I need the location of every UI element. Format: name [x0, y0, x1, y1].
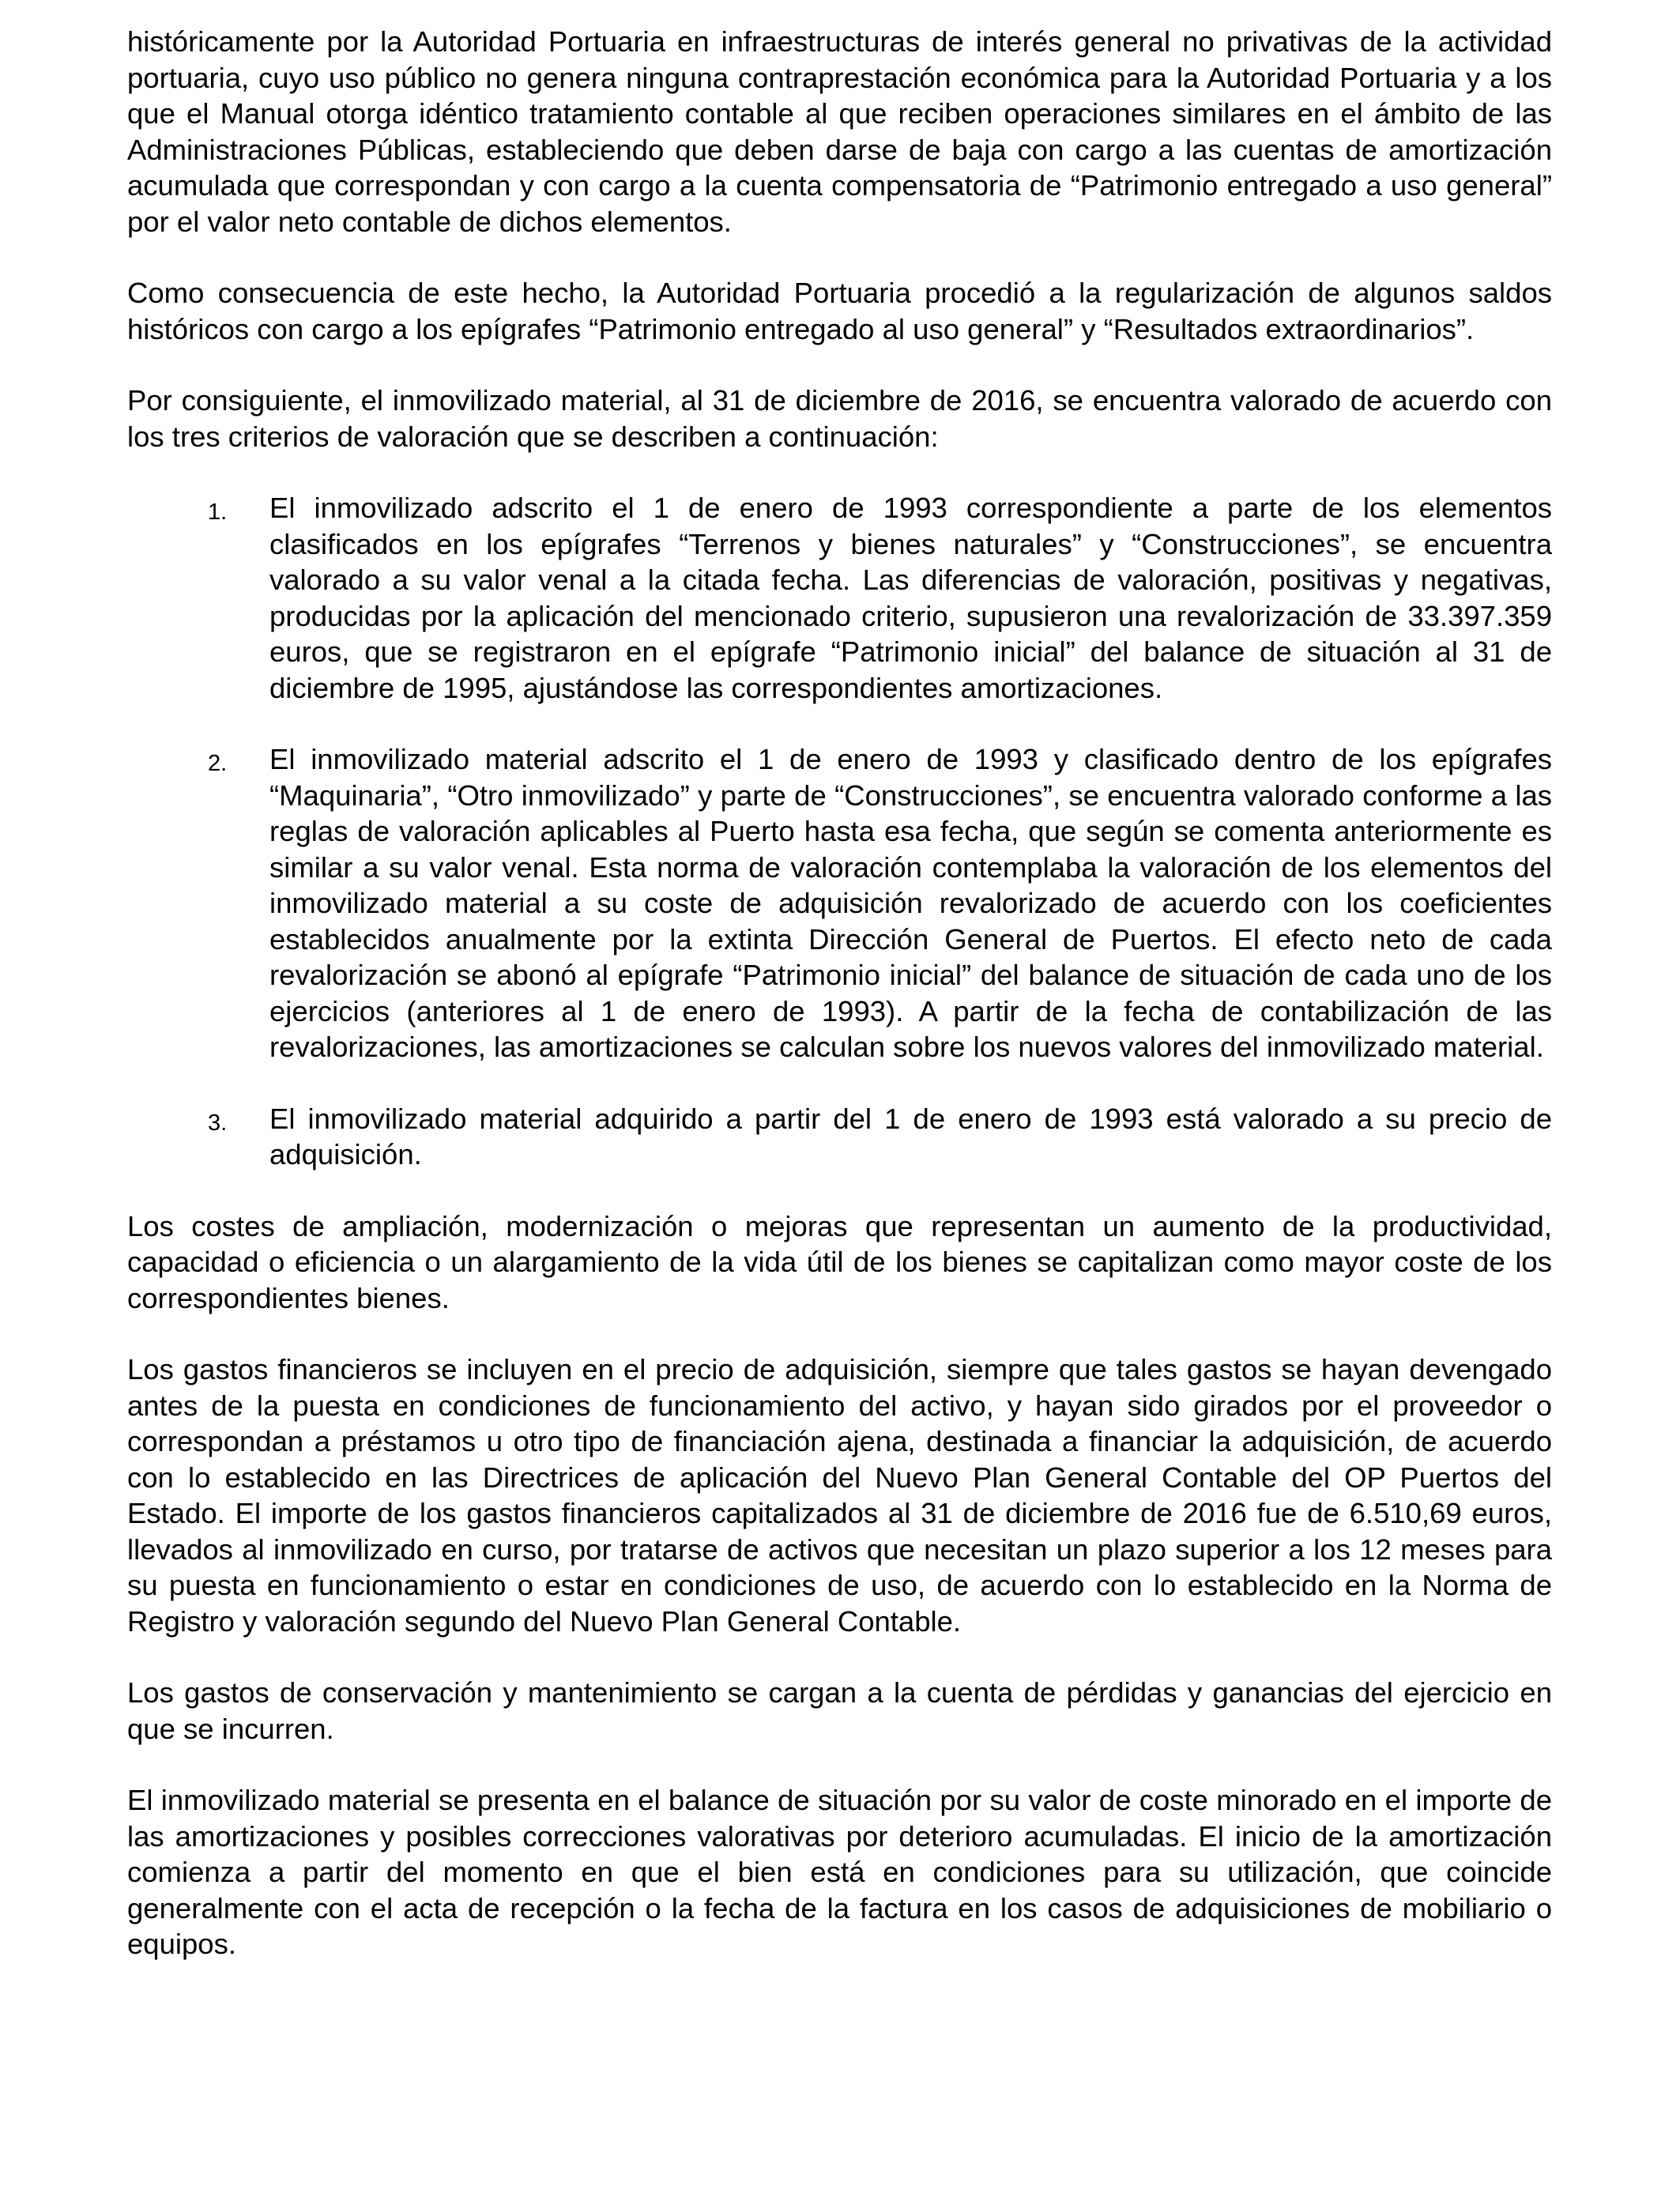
list-item-text: El inmovilizado material adquirido a partir del 1 de enero de 1993 está valorado a su precio de adquisición. [269, 1102, 1552, 1171]
list-item-text: El inmovilizado adscrito el 1 de enero de 1993 correspondiente a parte de los elementos clasificados en los epígrafes “Terrenos y bienes naturales” y “Construcciones”, se encuentra valorado a su valor venal a la citada fecha. Las diferencias de valoración, positivas y negativas, producidas por la aplicación del mencionado criterio, supusieron una revalorización de 33.397.359 euros, que se registraron en el epígrafe “Patrimonio inicial” del balance de situación al 31 de diciembre de 1995, ajustándose las correspondientes amortizaciones. [269, 492, 1552, 704]
list-item-number: 3. [208, 1110, 228, 1136]
paragraph-depreciation: El inmovilizado material se presenta en el balance de situación por su valor de coste minorado en el importe de las amortizaciones y posibles correcciones valorativas por deterioro acumuladas. El inicio de la amortización comienza a partir del momento en que el bien está en condiciones para su utilización, que coincide generalmente con el acta de recepción o la fecha de la factura en los casos de adquisiciones de mobiliario o equipos. [127, 1784, 1552, 1960]
paragraph-valuation-criteria-intro: Por consiguiente, el inmovilizado material, al 31 de diciembre de 2016, se encuentra valorado de acuerdo con los tres criterios de valoración que se describen a continuación: [127, 384, 1552, 453]
valuation-criteria-list [127, 490, 1552, 1173]
document-page [127, 24, 1552, 1998]
paragraph-financial-expenses: Los gastos financieros se incluyen en el precio de adquisición, siempre que tales gastos se hayan devengado antes de la puesta en condiciones de funcionamiento del activo, y hayan sido girados por el proveedor o correspondan a préstamos u otro tipo de financiación ajena, destinada a financiar la adquisición, de acuerdo con lo establecido en las Directrices de aplicación del Nuevo Plan General Contable del OP Puertos del Estado. El importe de los gastos financieros capitalizados al 31 de diciembre de 2016 fue de 6.510,69 euros, llevados al inmovilizado en curso, por tratarse de activos que necesitan un plazo superior a los 12 meses para su puesta en funcionamiento o estar en condiciones de uso, de acuerdo con lo establecido en la Norma de Registro y valoración segundo del Nuevo Plan General Contable. [127, 1353, 1552, 1638]
list-item-number: 2. [208, 751, 228, 776]
paragraph-regularization: Como consecuencia de este hecho, la Autoridad Portuaria procedió a la regularización de algunos saldos históricos con cargo a los epígrafes “Patrimonio entregado al uso general” y “Resultados extraordinarios”. [127, 277, 1552, 345]
list-item [127, 741, 1552, 1065]
list-item-number: 1. [208, 499, 228, 525]
list-item [127, 490, 1552, 706]
list-item [127, 1101, 1552, 1173]
paragraph-historic-infrastructure: históricamente por la Autoridad Portuaria en infraestructuras de interés general no privativas de la actividad portuaria, cuyo uso público no genera ninguna contraprestación económica para la Autoridad Portuaria y a los que el Manual otorga idéntico tratamiento contable al que reciben operaciones similares en el ámbito de las Administraciones Públicas, estableciendo que deben darse de baja con cargo a las cuentas de amortización acumulada que correspondan y con cargo a la cuenta compensatoria de “Patrimonio entregado a uso general” por el valor neto contable de dichos elementos. [127, 25, 1552, 238]
paragraph-expansion-costs: Los costes de ampliación, modernización o mejoras que representan un aumento de la productividad, capacidad o eficiencia o un alargamiento de la vida útil de los bienes se capitalizan como mayor coste de los correspondientes bienes. [127, 1209, 1552, 1314]
list-item-text: El inmovilizado material adscrito el 1 de enero de 1993 y clasificado dentro de los epígrafes “Maquinaria”, “Otro inmovilizado” y parte de “Construcciones”, se encuentra valorado conforme a las reglas de valoración aplicables al Puerto hasta esa fecha, que según se comenta anteriormente es similar a su valor venal. Esta norma de valoración contemplaba la valoración de los elementos del inmovilizado material a su coste de adquisición revalorizado de acuerdo con los coeficientes establecidos anualmente por la extinta Dirección General de Puertos. El efecto neto de cada revalorización se abonó al epígrafe “Patrimonio inicial” del balance de situación de cada uno de los ejercicios (anteriores al 1 de enero de 1993). A partir de la fecha de contabilización de las revalorizaciones, las amortizaciones se calculan sobre los nuevos valores del inmovilizado material. [269, 743, 1552, 1063]
paragraph-maintenance-costs: Los gastos de conservación y mantenimiento se cargan a la cuenta de pérdidas y ganancias del ejercicio en que se incurren. [127, 1676, 1552, 1745]
